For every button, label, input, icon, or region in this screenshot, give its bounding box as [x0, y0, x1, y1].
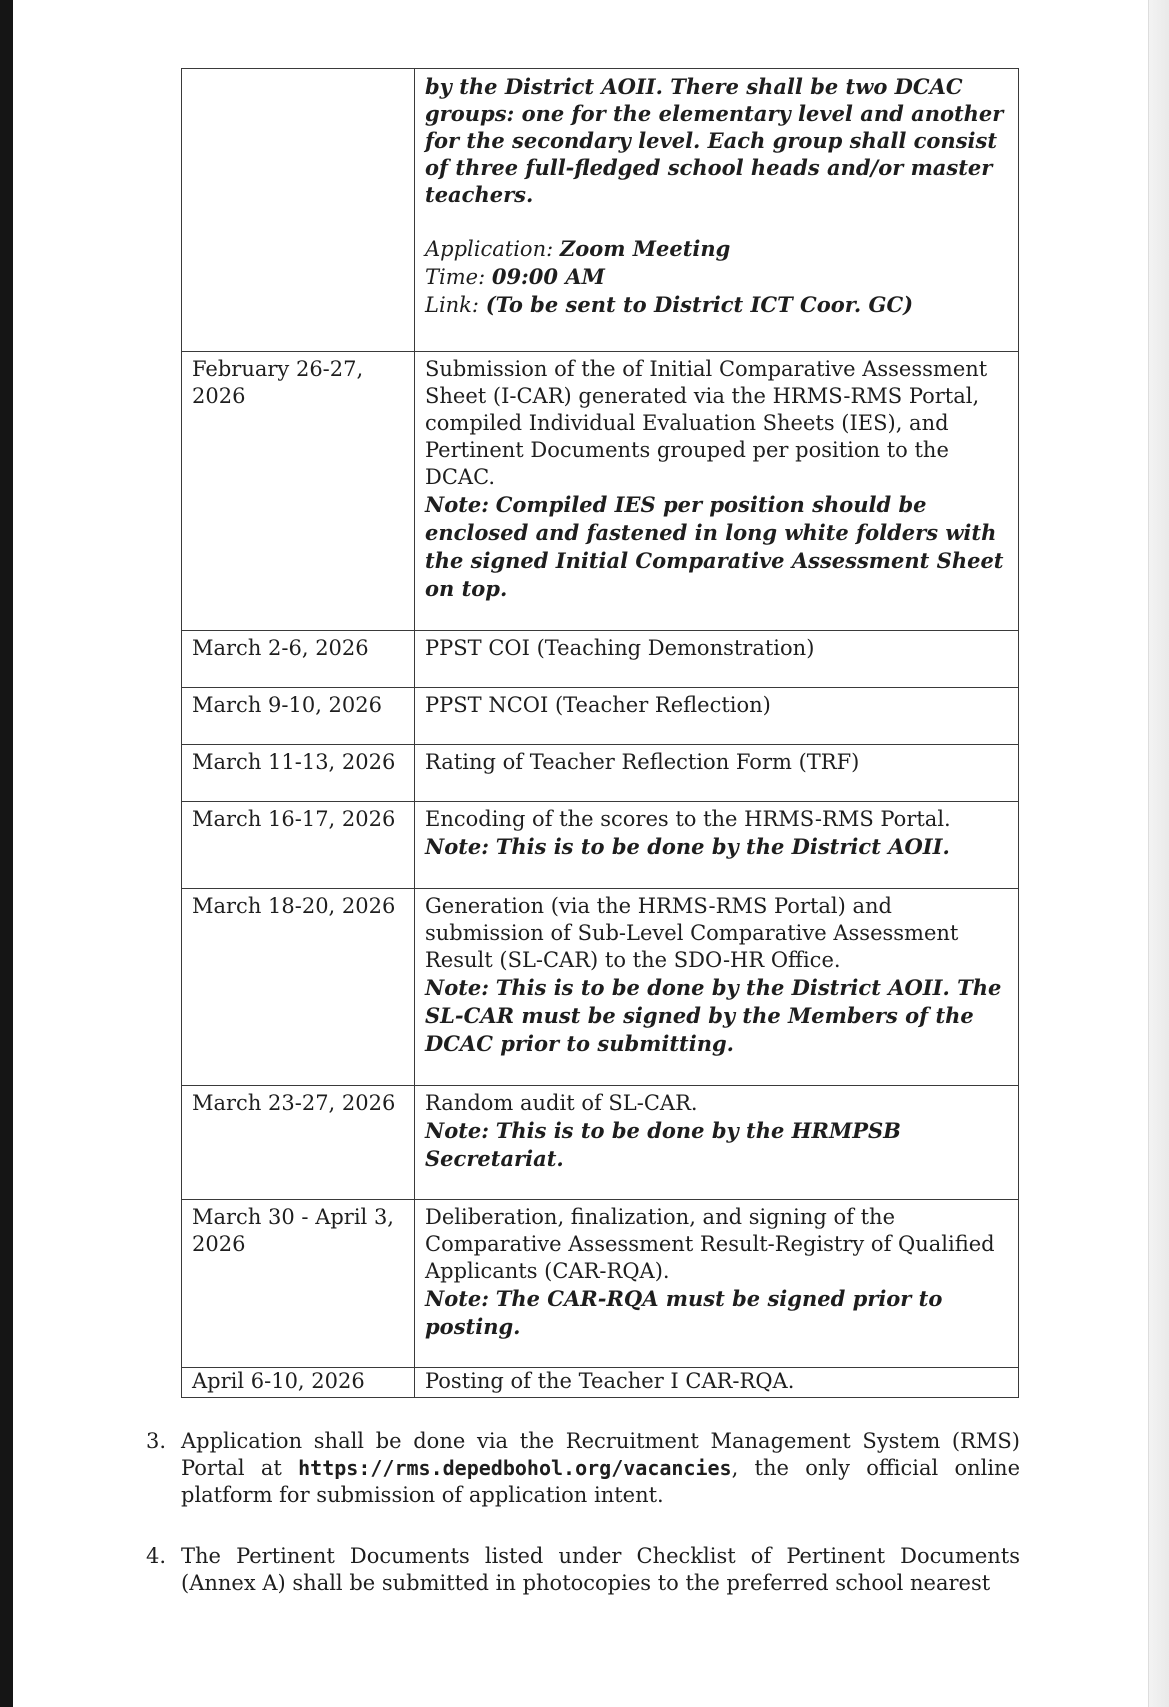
paragraph-text: Application shall be done via the Recruitment Management System (RMS) Portal at https://rms.depedbohol.org/vacancies, the only official online platform for submission of application intent. — [181, 1429, 1020, 1507]
date-cell: March 11-13, 2026 — [182, 745, 415, 802]
schedule-table — [181, 68, 1019, 1398]
table-row — [182, 352, 1019, 631]
activity-cell — [415, 802, 1019, 889]
note: Note: This is to be done by the HRMPSB Secretariat. — [425, 1118, 901, 1171]
activity-text: Random audit of SL-CAR. — [425, 1091, 698, 1115]
date-cell: March 30 - April 3, 2026 — [182, 1200, 415, 1368]
note: Note: The CAR-RQA must be signed prior to posting. — [425, 1286, 943, 1339]
application-line: Application: Zoom Meeting — [425, 236, 731, 261]
table-row — [182, 745, 1019, 802]
table-row — [182, 1086, 1019, 1200]
paragraph-text: The Pertinent Documents listed under Checklist of Pertinent Documents (Annex A) shall be submitted in photocopies to the preferred school nearest — [181, 1544, 1020, 1595]
activity-text: Encoding of the scores to the HRMS-RMS Portal. — [425, 807, 951, 831]
activity-text: Submission of the of Initial Comparative Assessment Sheet (I-CAR) generated via the HRMS-RMS Portal, compiled Individual Evaluation Sheets (IES), and Pertinent Documents grouped per position to the DCAC. — [425, 357, 988, 489]
table-row — [182, 631, 1019, 688]
paragraph-number: 3. — [146, 1429, 167, 1453]
table-row — [182, 1200, 1019, 1368]
activity-cell: PPST COI (Teaching Demonstration) — [415, 631, 1019, 688]
link-line: Link: (To be sent to District ICT Coor. GC) — [425, 292, 914, 317]
table-row — [182, 69, 1019, 352]
paragraph-4 — [146, 1543, 1020, 1597]
activity-text: by the District AOII. There shall be two DCAC groups: one for the elementary level and another for the secondary level. Each group shall consist of three full-fledged school heads and/or master teachers. — [425, 74, 1004, 207]
table-row — [182, 802, 1019, 889]
date-cell: March 9-10, 2026 — [182, 688, 415, 745]
note: Note: This is to be done by the District AOII. — [425, 834, 950, 859]
activity-text: Deliberation, finalization, and signing of the Comparative Assessment Result-Registry of Qualified Applicants (CAR-RQA). — [425, 1205, 995, 1283]
table-row — [182, 688, 1019, 745]
note: Note: Compiled IES per position should be enclosed and fastened in long white folders with the signed Initial Comparative Assessment Sheet on top. — [425, 492, 1004, 601]
note: Note: This is to be done by the District AOII. The SL-CAR must be signed by the Members of the DCAC prior to submitting. — [425, 975, 1002, 1056]
scan-right-edge — [1148, 0, 1169, 1707]
date-cell — [182, 69, 415, 352]
activity-cell — [415, 889, 1019, 1086]
rms-portal-url[interactable]: https://rms.depedbohol.org/vacancies — [298, 1456, 732, 1480]
activity-cell — [415, 352, 1019, 631]
activity-cell — [415, 1200, 1019, 1368]
date-cell: March 23-27, 2026 — [182, 1086, 415, 1200]
activity-cell: PPST NCOI (Teacher Reflection) — [415, 688, 1019, 745]
paragraph-number: 4. — [146, 1544, 167, 1568]
date-cell: March 2-6, 2026 — [182, 631, 415, 688]
time-line: Time: 09:00 AM — [425, 264, 605, 289]
activity-cell — [415, 1086, 1019, 1200]
date-cell: April 6-10, 2026 — [182, 1368, 415, 1398]
activity-cell: Rating of Teacher Reflection Form (TRF) — [415, 745, 1019, 802]
activity-text: Generation (via the HRMS-RMS Portal) and submission of Sub-Level Comparative Assessment Result (SL-CAR) to the SDO-HR Office. — [425, 894, 959, 972]
paragraph-3 — [146, 1428, 1020, 1509]
date-cell: March 18-20, 2026 — [182, 889, 415, 1086]
date-cell: February 26-27, 2026 — [182, 352, 415, 631]
table-row — [182, 889, 1019, 1086]
table-row — [182, 1368, 1019, 1398]
activity-cell: Posting of the Teacher I CAR-RQA. — [415, 1368, 1019, 1398]
scan-left-edge — [0, 0, 13, 1707]
date-cell: March 16-17, 2026 — [182, 802, 415, 889]
activity-cell — [415, 69, 1019, 352]
